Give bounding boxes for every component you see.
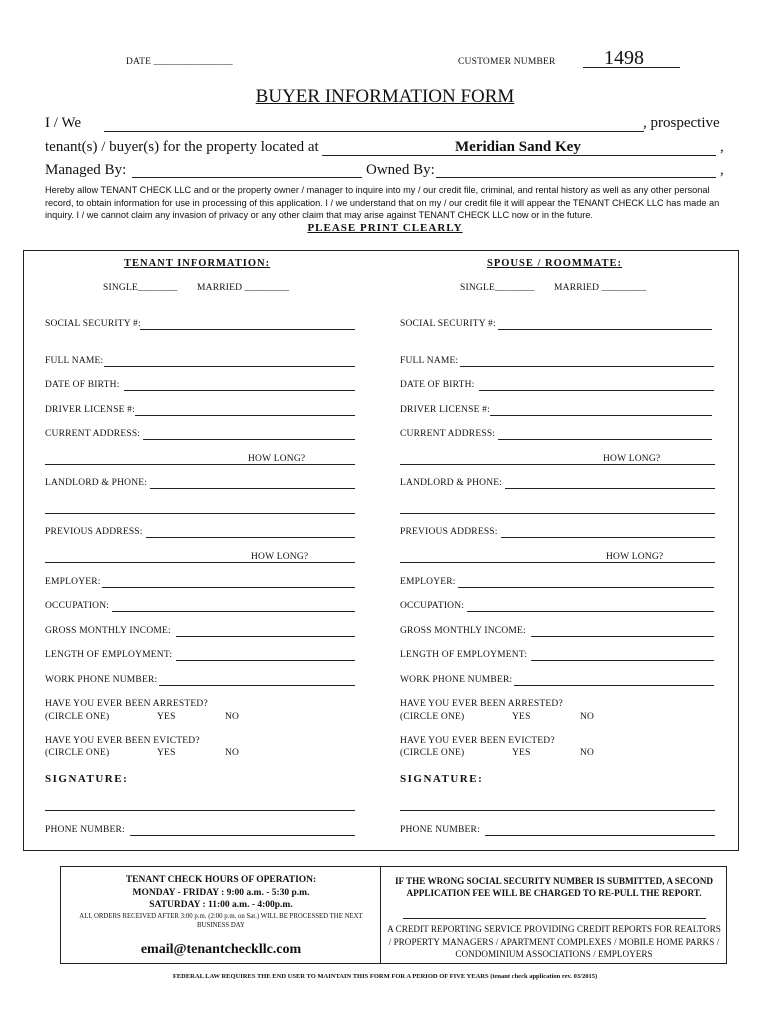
spouse-dob-line[interactable] (479, 390, 714, 391)
spouse-current-address-line[interactable] (498, 439, 712, 440)
spouse-arrested-circle: (CIRCLE ONE) (400, 712, 465, 722)
tenant-income-line[interactable] (176, 636, 355, 637)
spouse-arrested-yes[interactable]: YES (512, 712, 531, 722)
tenant-previous-address-line[interactable] (146, 537, 355, 538)
tenant-arrested-question: HAVE YOU EVER BEEN ARRESTED? (45, 699, 208, 709)
spouse-phone-label: PHONE NUMBER: (400, 825, 480, 835)
spouse-occupation-label: OCCUPATION: (400, 601, 465, 611)
spouse-evicted-question: HAVE YOU EVER BEEN EVICTED? (400, 736, 555, 746)
tenant-length-label: LENGTH OF EMPLOYMENT: (45, 650, 173, 660)
tenant-license-line[interactable] (135, 415, 355, 416)
spouse-current-address-line-2[interactable] (400, 464, 715, 465)
tenant-single[interactable]: SINGLE________ (103, 283, 178, 293)
tenant-signature-line[interactable] (45, 810, 355, 811)
spouse-length-line[interactable] (531, 660, 714, 661)
tenant-arrested-circle: (CIRCLE ONE) (45, 712, 110, 722)
tenant-length-line[interactable] (176, 660, 355, 661)
contact-email[interactable]: email@tenantcheckllc.com (140, 942, 302, 957)
tenant-how-long-2: HOW LONG? (251, 552, 309, 562)
after-hours-note: ALL ORDERS RECEIVED AFTER 3:00 p.m. (2:00 p.m. on Sat.) WILL BE PROCESSED THE NEXT BUSINESS DAY (79, 913, 363, 929)
spouse-how-long-2: HOW LONG? (606, 552, 664, 562)
spouse-previous-address-line[interactable] (501, 537, 715, 538)
owned-by-label: Owned By: (366, 162, 435, 178)
tenant-dob-label: DATE OF BIRTH: (45, 380, 120, 390)
property-comma: , (720, 139, 724, 155)
tenant-occupation-line[interactable] (112, 611, 355, 612)
managed-by-line[interactable] (132, 177, 362, 178)
tenant-full-name-line[interactable] (104, 366, 355, 367)
spouse-signature-line[interactable] (400, 810, 715, 811)
ssn-warning: IF THE WRONG SOCIAL SECURITY NUMBER IS SUBMITTED, A SECOND APPLICATION FEE WILL BE CHARGED TO RE-PULL THE REPORT. (394, 876, 714, 898)
tenant-occupation-label: OCCUPATION: (45, 601, 110, 611)
tenant-license-label: DRIVER LICENSE #: (45, 405, 135, 415)
federal-law-notice: FEDERAL LAW REQUIRES THE END USER TO MAINTAIN THIS FORM FOR A PERIOD OF FIVE YEARS (tenant check application rev. 03/2015) (172, 973, 598, 980)
hours-title: TENANT CHECK HOURS OF OPERATION: (125, 875, 317, 885)
spouse-full-name-line[interactable] (460, 366, 714, 367)
tenants-label: tenant(s) / buyer(s) for the property located at (45, 139, 319, 155)
spouse-income-label: GROSS MONTHLY INCOME: (400, 626, 526, 636)
tenant-employer-line[interactable] (102, 587, 355, 588)
prospective-label: , prospective (643, 115, 720, 131)
spouse-license-label: DRIVER LICENSE #: (400, 405, 490, 415)
spouse-employer-label: EMPLOYER: (400, 577, 456, 587)
customer-number-label: CUSTOMER NUMBER (458, 57, 556, 67)
tenant-landlord-label: LANDLORD & PHONE: (45, 478, 148, 488)
spouse-work-phone-line[interactable] (514, 685, 714, 686)
tenant-landlord-line[interactable] (150, 488, 355, 489)
spouse-evicted-circle: (CIRCLE ONE) (400, 748, 465, 758)
spouse-employer-line[interactable] (458, 587, 714, 588)
spouse-work-phone-label: WORK PHONE NUMBER: (400, 675, 513, 685)
tenant-current-address-line-2[interactable] (45, 464, 355, 465)
owned-by-line[interactable] (436, 177, 716, 178)
footer-divider (380, 866, 381, 964)
warning-separator (403, 918, 706, 919)
spouse-evicted-no[interactable]: NO (580, 748, 595, 758)
print-clearly-notice: PLEASE PRINT CLEARLY (307, 222, 463, 234)
spouse-ssn-label: SOCIAL SECURITY #: (400, 319, 496, 329)
spouse-phone-line[interactable] (485, 835, 715, 836)
tenant-evicted-question: HAVE YOU EVER BEEN EVICTED? (45, 736, 200, 746)
tenant-current-address-line[interactable] (143, 439, 355, 440)
owned-by-comma: , (720, 162, 724, 178)
spouse-arrested-question: HAVE YOU EVER BEEN ARRESTED? (400, 699, 563, 709)
date-field[interactable]: DATE ________________ (126, 57, 233, 67)
tenant-previous-address-line-2[interactable] (45, 562, 355, 563)
customer-number-value[interactable]: 1498 (604, 47, 644, 69)
spouse-landlord-label: LANDLORD & PHONE: (400, 478, 503, 488)
tenant-signature-label: SIGNATURE: (45, 773, 129, 785)
tenant-evicted-circle: (CIRCLE ONE) (45, 748, 110, 758)
tenant-employer-label: EMPLOYER: (45, 577, 101, 587)
tenant-evicted-no[interactable]: NO (225, 748, 240, 758)
service-description: A CREDIT REPORTING SERVICE PROVIDING CREDIT REPORTS FOR REALTORS / PROPERTY MANAGERS / APARTMENT COMPLEXES / MOBILE HOME PARKS / CONDOMINIUM ASSOCIATIONS / EMPLOYERS (387, 924, 721, 959)
authorization-text: Hereby allow TENANT CHECK LLC and or the property owner / manager to inquire into my / our credit file, criminal, and rental history as well as any other personal record, to obtain information for use in processing of this application. I / we understand that on my / our credit file it will appear the TENANT CHECK LLC has made an inquiry. I / we cannot claim any invasion of privacy or any other claim that may arise against TENANT CHECK LLC now or in the future. (45, 185, 720, 220)
tenant-current-address-label: CURRENT ADDRESS: (45, 429, 141, 439)
we-input-line[interactable] (104, 131, 644, 132)
spouse-occupation-line[interactable] (467, 611, 714, 612)
property-value[interactable]: Meridian Sand Key (455, 139, 581, 155)
tenant-evicted-yes[interactable]: YES (157, 748, 176, 758)
saturday-hours: SATURDAY : 11:00 a.m. - 4:00p.m. (149, 900, 293, 910)
tenant-work-phone-line[interactable] (159, 685, 355, 686)
spouse-signature-label: SIGNATURE: (400, 773, 484, 785)
page-title: BUYER INFORMATION FORM (255, 86, 515, 107)
tenant-phone-label: PHONE NUMBER: (45, 825, 125, 835)
spouse-how-long-1: HOW LONG? (603, 454, 661, 464)
tenant-arrested-yes[interactable]: YES (157, 712, 176, 722)
tenant-how-long-1: HOW LONG? (248, 454, 306, 464)
tenant-previous-address-label: PREVIOUS ADDRESS: (45, 527, 143, 537)
spouse-ssn-line[interactable] (498, 329, 712, 330)
spouse-current-address-label: CURRENT ADDRESS: (400, 429, 496, 439)
managed-by-label: Managed By: (45, 162, 127, 178)
applicant-form-box (23, 250, 739, 851)
weekday-hours: MONDAY - FRIDAY : 9:00 a.m. - 5:30 p.m. (132, 888, 310, 898)
tenant-work-phone-label: WORK PHONE NUMBER: (45, 675, 158, 685)
spouse-dob-label: DATE OF BIRTH: (400, 380, 475, 390)
spouse-license-line[interactable] (490, 415, 712, 416)
tenant-married[interactable]: MARRIED _________ (197, 283, 290, 293)
tenant-ssn-label: SOCIAL SECURITY #: (45, 319, 141, 329)
spouse-evicted-yes[interactable]: YES (512, 748, 531, 758)
tenant-heading: TENANT INFORMATION: (124, 258, 271, 269)
spouse-full-name-label: FULL NAME: (400, 356, 459, 366)
spouse-single[interactable]: SINGLE________ (460, 283, 535, 293)
spouse-landlord-line[interactable] (505, 488, 715, 489)
spouse-married[interactable]: MARRIED _________ (554, 283, 647, 293)
tenant-landlord-line-2[interactable] (45, 513, 355, 514)
tenant-ssn-line[interactable] (140, 329, 355, 330)
tenant-income-label: GROSS MONTHLY INCOME: (45, 626, 171, 636)
spouse-heading: SPOUSE / ROOMMATE: (487, 258, 623, 269)
spouse-length-label: LENGTH OF EMPLOYMENT: (400, 650, 528, 660)
tenant-full-name-label: FULL NAME: (45, 356, 104, 366)
we-label: I / We (45, 115, 82, 131)
tenant-arrested-no[interactable]: NO (225, 712, 240, 722)
spouse-income-line[interactable] (531, 636, 714, 637)
spouse-landlord-line-2[interactable] (400, 513, 715, 514)
spouse-previous-address-label: PREVIOUS ADDRESS: (400, 527, 498, 537)
spouse-previous-address-line-2[interactable] (400, 562, 715, 563)
tenant-phone-line[interactable] (130, 835, 355, 836)
spouse-arrested-no[interactable]: NO (580, 712, 595, 722)
tenant-dob-line[interactable] (124, 390, 355, 391)
